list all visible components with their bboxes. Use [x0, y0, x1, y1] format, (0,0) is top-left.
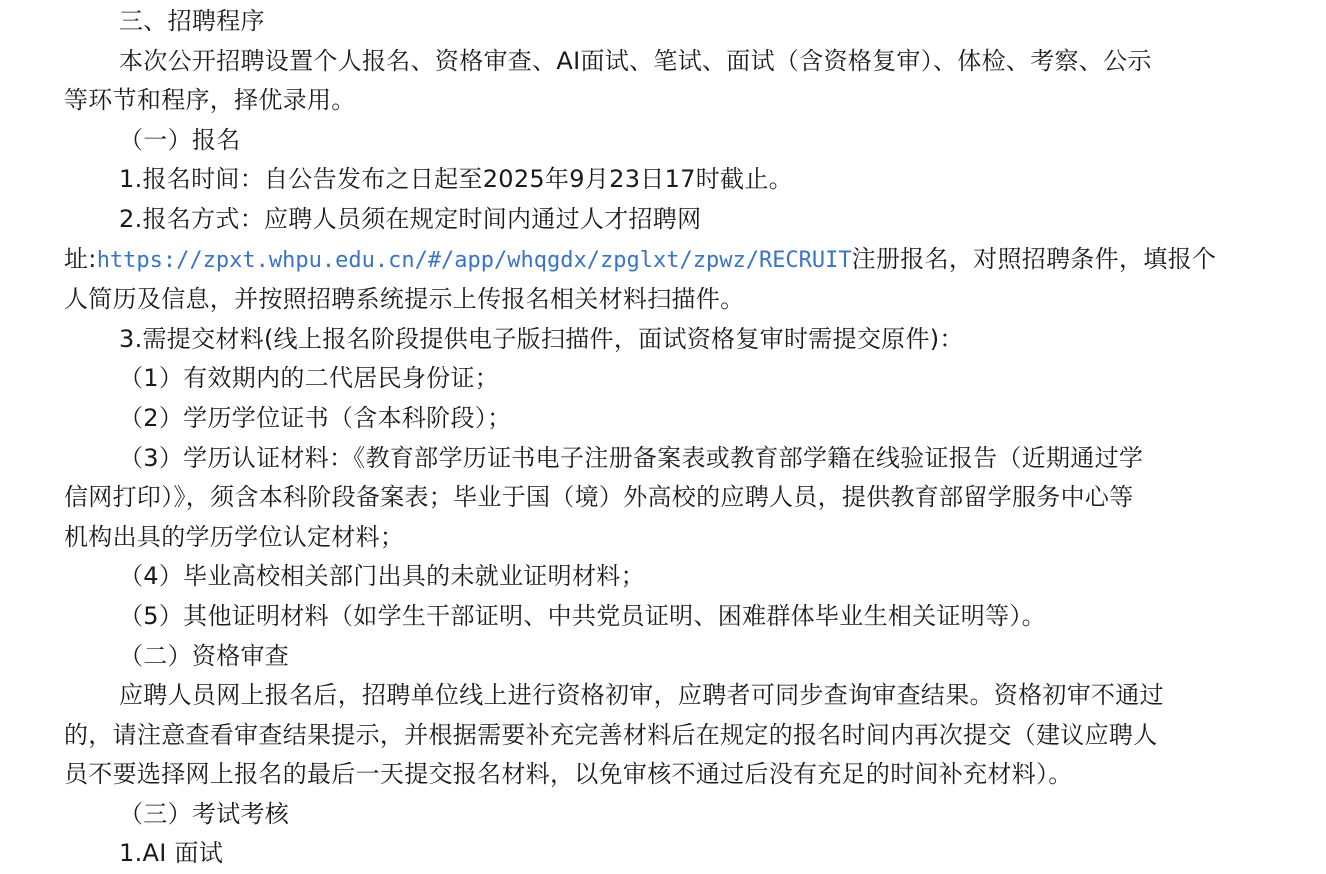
exam-item: 1.AI 面试 [119, 839, 224, 868]
subheading-registration: （一）报名 [119, 125, 241, 154]
review-paragraph-line: 应聘人员网上报名后，招聘单位线上进行资格初审，应聘者可同步查询审查结果。资格初审不通过 [119, 681, 1164, 710]
registration-method-line: 2.报名方式：应聘人员须在规定时间内通过人才招聘网 [119, 204, 702, 233]
section-heading-recruitment-procedure: 三、招聘程序 [119, 7, 265, 35]
intro-paragraph-line: 等环节和程序，择优录用。 [64, 86, 356, 115]
materials-item: （4）毕业高校相关部门出具的未就业证明材料； [119, 562, 645, 591]
review-paragraph-line: 员不要选择网上报名的最后一天提交报名材料，以免审核不通过后没有充足的时间补充材料）。 [64, 760, 1073, 789]
review-paragraph-line: 的，请注意查看审查结果提示，并根据需要补充完善材料后在规定的报名时间内再次提交（建议应聘人 [64, 720, 1158, 749]
materials-item-continuation: 机构出具的学历学位认定材料； [64, 522, 405, 551]
materials-intro: 3.需提交材料(线上报名阶段提供电子版扫描件，面试资格复审时需提交原件)： [119, 324, 964, 353]
registration-url-link[interactable]: https://zpxt.whpu.edu.cn/#/app/whqgdx/zpglxt/zpwz/RECRUIT [96, 247, 852, 273]
registration-method-suffix: 注册报名，对照招聘条件，填报个 [851, 244, 1217, 273]
subheading-qualification-review: （二）资格审查 [119, 641, 290, 670]
materials-item: （2）学历学位证书（含本科阶段）； [119, 403, 512, 432]
materials-item: （3）学历认证材料：《教育部学历证书电子注册备案表或教育部学籍在线验证报告（近期通过学 [119, 443, 1144, 472]
registration-time: 1.报名时间：自公告发布之日起至2025年9月23日17时截止。 [119, 165, 793, 194]
document-body [64, 2, 1270, 874]
materials-item-continuation: 信网打印）》，须含本科阶段备案表；毕业于国（境）外高校的应聘人员，提供教育部留学服务中心等 [64, 483, 1134, 512]
subheading-exam-assessment: （三）考试考核 [119, 799, 290, 828]
registration-method-line: 人简历及信息，并按照招聘系统提示上传报名相关材料扫描件。 [64, 285, 745, 314]
url-prefix: 址: [64, 244, 97, 273]
intro-paragraph-line: 本次公开招聘设置个人报名、资格审查、AI面试、笔试、面试（含资格复审）、体检、考察、公示 [119, 46, 1152, 75]
materials-item: （1）有效期内的二代居民身份证； [119, 364, 500, 393]
registration-method-url-line [64, 240, 1270, 281]
materials-item: （5）其他证明材料（如学生干部证明、中共党员证明、困难群体毕业生相关证明等）。 [119, 601, 1046, 630]
